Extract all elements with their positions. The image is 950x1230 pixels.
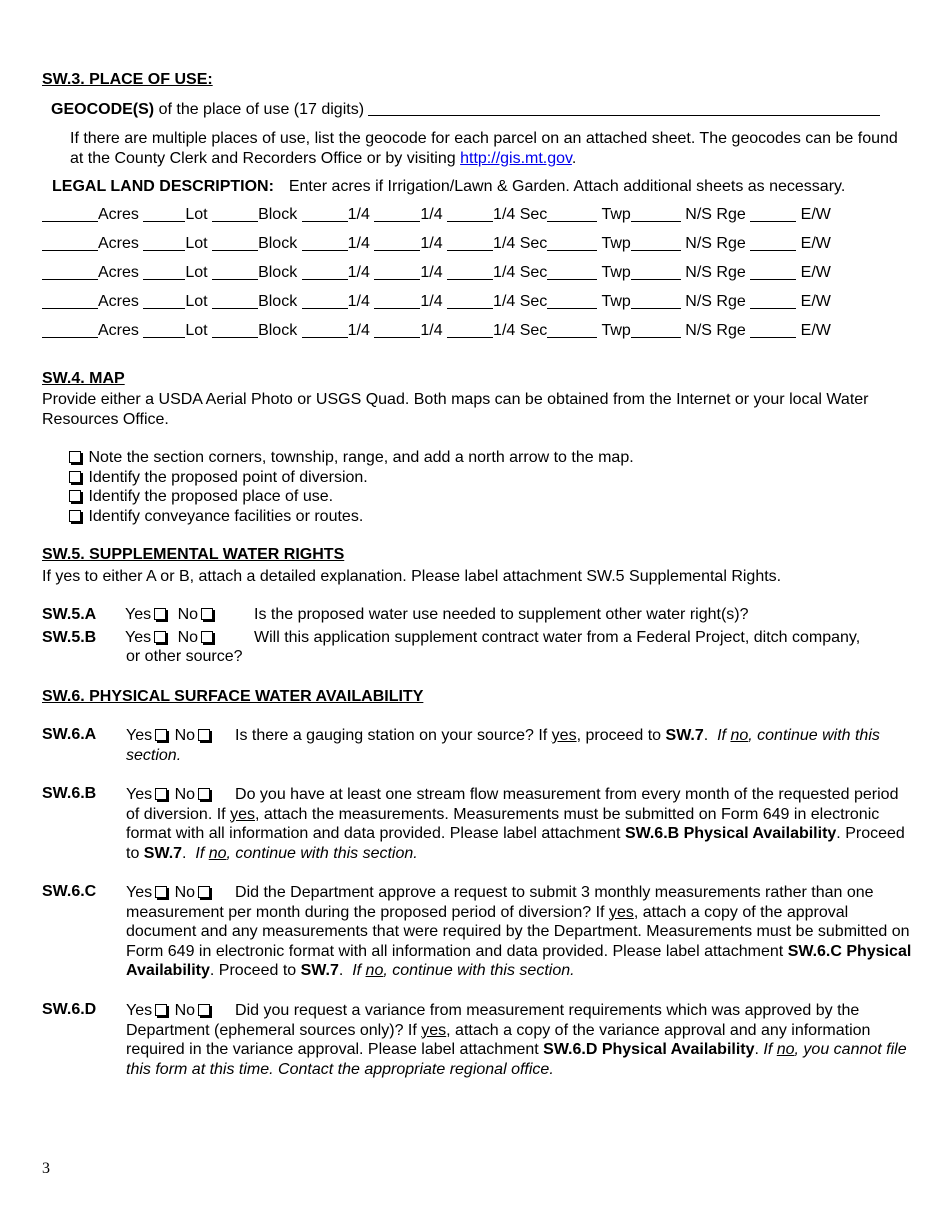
sw4-text: Provide either a USDA Aerial Photo or USGS Quad. Both maps can be obtained from the Internet or your local Water Resources Office. bbox=[42, 391, 869, 428]
sw6d-yes-no: Yes No bbox=[126, 1002, 213, 1019]
lot-input[interactable] bbox=[143, 207, 185, 222]
legal-land-row: Acres Lot Block 1/4 1/4 1/4 Sec Twp N/S Rge E/W bbox=[42, 205, 831, 234]
no-checkbox[interactable] bbox=[198, 729, 210, 741]
sw5b-question: Will this application supplement contract water from a Federal Project, ditch company, bbox=[254, 629, 861, 646]
map-checklist bbox=[66, 448, 634, 526]
quarter2-input[interactable] bbox=[374, 207, 420, 222]
block-input[interactable] bbox=[212, 207, 258, 222]
section-input[interactable] bbox=[447, 294, 493, 309]
block-input[interactable] bbox=[212, 294, 258, 309]
yes-checkbox[interactable] bbox=[155, 1004, 167, 1016]
quarter1-input[interactable] bbox=[302, 323, 348, 338]
legal-land-row: Acres Lot Block 1/4 1/4 1/4 Sec Twp N/S Rge E/W bbox=[42, 292, 831, 321]
section-input[interactable] bbox=[447, 265, 493, 280]
sw5a-label: SW.5.A bbox=[42, 606, 97, 623]
legal-land-rows bbox=[42, 205, 831, 350]
checklist-item: Identify the proposed place of use. bbox=[66, 487, 634, 507]
sw6b-yes-no: Yes No bbox=[126, 786, 213, 803]
sw4-title: SW.4. MAP bbox=[42, 370, 125, 387]
sw5b-yes-no: Yes No bbox=[125, 629, 216, 647]
sw6d-question: Yes No Did you request a variance from measurement requirements which was approved by the Department (ephemeral sources only)? If yes, attach a copy of the variance approval and any information required in the variance approval. Please label attachment SW.6.D Physical Availability. If no, you cannot file this form at this time. Contact the appropriate regional office. bbox=[126, 1002, 907, 1078]
lot-input[interactable] bbox=[143, 323, 185, 338]
no-checkbox[interactable] bbox=[201, 631, 213, 643]
sw5-title: SW.5. SUPPLEMENTAL WATER RIGHTS bbox=[42, 546, 345, 563]
sw5a-question: Is the proposed water use needed to supplement other water right(s)? bbox=[254, 606, 749, 623]
acres-input[interactable] bbox=[42, 207, 98, 222]
rge-input[interactable] bbox=[750, 265, 796, 280]
ns-input[interactable] bbox=[631, 207, 681, 222]
checkbox-icon[interactable] bbox=[69, 490, 81, 502]
no-checkbox[interactable] bbox=[201, 608, 213, 620]
sw6b-question: Yes No Do you have at least one stream flow measurement from every month of the requested period of diversion. If yes, attach the measurements. Measurements must be submitted on Form 649 in electronic format with all information and data provided. Please label attachment SW.6.B Physical Availability. Proceed to SW.7. If no, continue with this section. bbox=[126, 786, 905, 862]
ns-input[interactable] bbox=[631, 265, 681, 280]
lot-input[interactable] bbox=[143, 294, 185, 309]
legal-land-text: Enter acres if Irrigation/Lawn & Garden. Attach additional sheets as necessary. bbox=[288, 178, 846, 195]
sw6c-question: Yes No Did the Department approve a request to submit 3 monthly measurements rather than one measurement per month during the proposed period of diversion? If yes, attach a copy of the approval document and any measurements that were required by the Department. Measurements must be submitted on Form 649 in electronic format with all information and data provided. Please label attachment SW.6.C Physical Availability. Proceed to SW.7. If no, continue with this section. bbox=[126, 884, 912, 980]
checklist-item: Identify conveyance facilities or routes. bbox=[66, 507, 634, 527]
lot-input[interactable] bbox=[143, 236, 185, 251]
rge-input[interactable] bbox=[750, 236, 796, 251]
yes-checkbox[interactable] bbox=[154, 608, 166, 620]
quarter1-input[interactable] bbox=[302, 294, 348, 309]
rge-input[interactable] bbox=[750, 294, 796, 309]
ns-input[interactable] bbox=[631, 236, 681, 251]
twp-input[interactable] bbox=[547, 236, 597, 251]
sw6a-label: SW.6.A bbox=[42, 726, 97, 743]
legal-land-line bbox=[52, 177, 845, 196]
legal-land-row: Acres Lot Block 1/4 1/4 1/4 Sec Twp N/S Rge E/W bbox=[42, 234, 831, 263]
sw5b-label: SW.5.B bbox=[42, 629, 97, 646]
sw5a-yes-no: Yes No bbox=[125, 606, 216, 624]
yes-checkbox[interactable] bbox=[155, 886, 167, 898]
block-input[interactable] bbox=[212, 265, 258, 280]
quarter1-input[interactable] bbox=[302, 207, 348, 222]
section-input[interactable] bbox=[447, 207, 493, 222]
twp-input[interactable] bbox=[547, 323, 597, 338]
acres-input[interactable] bbox=[42, 294, 98, 309]
quarter1-input[interactable] bbox=[302, 265, 348, 280]
ns-input[interactable] bbox=[631, 323, 681, 338]
checkbox-icon[interactable] bbox=[69, 451, 81, 463]
sw6b-label: SW.6.B bbox=[42, 785, 97, 802]
yes-checkbox[interactable] bbox=[154, 631, 166, 643]
twp-input[interactable] bbox=[547, 294, 597, 309]
block-input[interactable] bbox=[212, 236, 258, 251]
ns-input[interactable] bbox=[631, 294, 681, 309]
lot-input[interactable] bbox=[143, 265, 185, 280]
acres-input[interactable] bbox=[42, 323, 98, 338]
quarter2-input[interactable] bbox=[374, 323, 420, 338]
acres-input[interactable] bbox=[42, 265, 98, 280]
sw6-title: SW.6. PHYSICAL SURFACE WATER AVAILABILITY bbox=[42, 688, 424, 705]
section-input[interactable] bbox=[447, 323, 493, 338]
section-input[interactable] bbox=[447, 236, 493, 251]
page-number: 3 bbox=[42, 1160, 50, 1177]
no-checkbox[interactable] bbox=[198, 886, 210, 898]
checklist-item: Note the section corners, township, range, and add a north arrow to the map. bbox=[66, 448, 634, 468]
rge-input[interactable] bbox=[750, 323, 796, 338]
geocode-line bbox=[51, 100, 880, 119]
checkbox-icon[interactable] bbox=[69, 510, 81, 522]
geocode-input-line[interactable] bbox=[368, 101, 880, 116]
sw5-text: If yes to either A or B, attach a detailed explanation. Please label attachment SW.5 Supplemental Rights. bbox=[42, 568, 782, 585]
sw5b-question-cont: or other source? bbox=[126, 648, 243, 665]
yes-checkbox[interactable] bbox=[155, 788, 167, 800]
gis-link[interactable]: http://gis.mt.gov bbox=[460, 149, 572, 167]
quarter1-input[interactable] bbox=[302, 236, 348, 251]
yes-checkbox[interactable] bbox=[155, 729, 167, 741]
geocode-desc: of the place of use (17 digits) bbox=[158, 101, 365, 118]
twp-input[interactable] bbox=[547, 265, 597, 280]
sw6a-yes-no: Yes No bbox=[126, 727, 213, 744]
multiple-places-text: If there are multiple places of use, list the geocode for each parcel on an attached sheet. The geocodes can be found at the County Clerk and Recorders Office or by visiting bbox=[70, 130, 898, 167]
checkbox-icon[interactable] bbox=[69, 471, 81, 483]
legal-land-row: Acres Lot Block 1/4 1/4 1/4 Sec Twp N/S Rge E/W bbox=[42, 321, 831, 350]
quarter2-input[interactable] bbox=[374, 265, 420, 280]
sw6a-question: Yes No Is there a gauging station on your source? If yes, proceed to SW.7. If no, continue with this section. bbox=[126, 727, 880, 764]
no-checkbox[interactable] bbox=[198, 788, 210, 800]
legal-land-label: LEGAL LAND DESCRIPTION: bbox=[52, 178, 274, 195]
sw5a-row bbox=[42, 606, 912, 626]
twp-input[interactable] bbox=[547, 207, 597, 222]
sw3-title: SW.3. PLACE OF USE: bbox=[42, 71, 213, 88]
legal-land-row: Acres Lot Block 1/4 1/4 1/4 Sec Twp N/S Rge E/W bbox=[42, 263, 831, 292]
sw6d-label: SW.6.D bbox=[42, 1001, 97, 1018]
checklist-item: Identify the proposed point of diversion. bbox=[66, 468, 634, 488]
sw5b-row bbox=[42, 629, 912, 669]
geocode-label: GEOCODE(S) bbox=[51, 101, 155, 118]
quarter2-input[interactable] bbox=[374, 294, 420, 309]
rge-input[interactable] bbox=[750, 207, 796, 222]
multiple-places-note: If there are multiple places of use, list the geocode for each parcel on an attached sheet. The geocodes can be found at the County Clerk and Recorders Office or by visiting http://gis.mt.gov. bbox=[70, 130, 898, 167]
sw6c-label: SW.6.C bbox=[42, 883, 97, 900]
no-checkbox[interactable] bbox=[198, 1004, 210, 1016]
acres-input[interactable] bbox=[42, 236, 98, 251]
quarter2-input[interactable] bbox=[374, 236, 420, 251]
sw6c-yes-no: Yes No bbox=[126, 884, 213, 901]
block-input[interactable] bbox=[212, 323, 258, 338]
